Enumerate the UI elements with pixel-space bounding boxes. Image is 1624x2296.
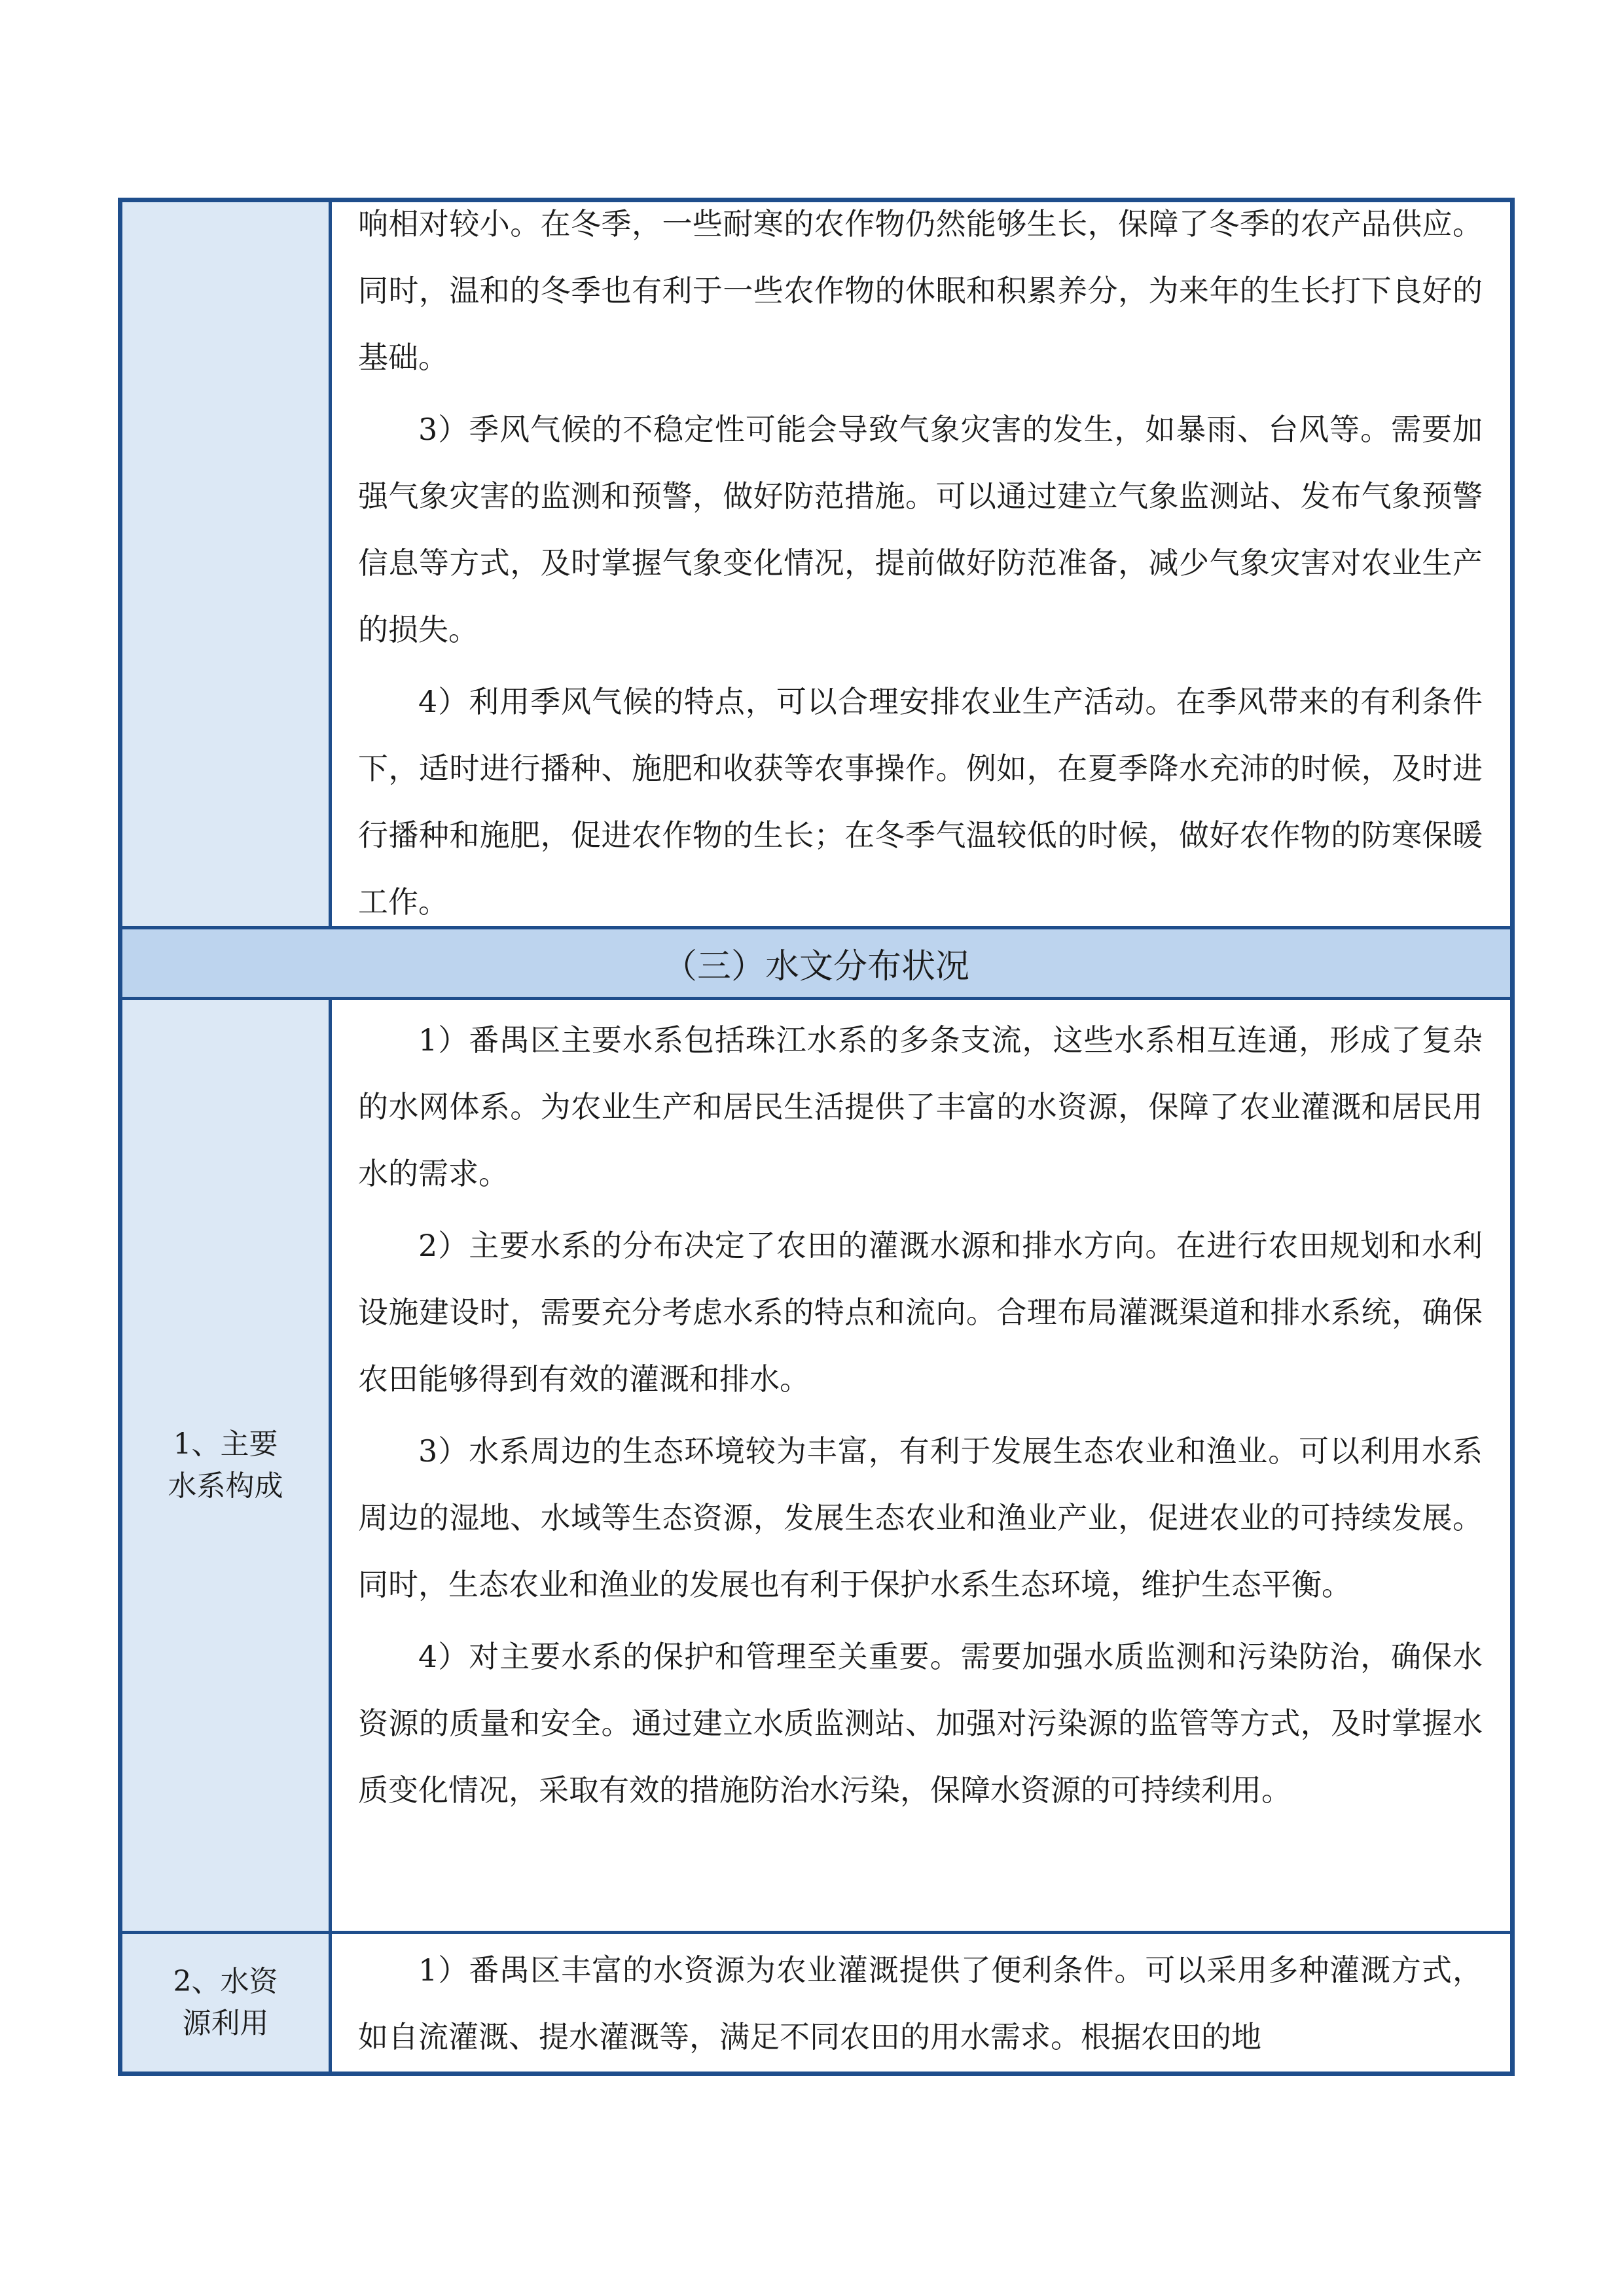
paragraph: 4）利用季风气候的特点，可以合理安排农业生产活动。在季风带来的有利条件下，适时进行播种、施肥和收获等农事操作。例如，在夏季降水充沛的时候，及时进行播种和施肥，促进农作物的生长；在冬季气温较低的时候，做好农作物的防寒保暖工作。 [358, 684, 1483, 920]
row-water-use-label: 2、水资源利用 [173, 1965, 278, 2040]
paragraph: 3）水系周边的生态环境较为丰富，有利于发展生态农业和渔业。可以利用水系周边的湿地、水域等生态资源，发展生态农业和渔业产业，促进农业的可持续发展。同时，生态农业和渔业的发展也有利于保护水系生态环境，维护生态平衡。 [358, 1433, 1483, 1602]
row-continuation-label-cell [122, 202, 332, 926]
paragraph: 响相对较小。在冬季，一些耐寒的农作物仍然能够生长，保障了冬季的农产品供应。同时，温和的冬季也有利于一些农作物的休眠和积累养分，为来年的生长打下良好的基础。 [358, 206, 1483, 375]
row-water-use-content [332, 1934, 1510, 2072]
paragraph: 2）主要水系的分布决定了农田的灌溉水源和排水方向。在进行农田规划和水利设施建设时，需要充分考虑水系的特点和流向。合理布局灌溉渠道和排水系统，确保农田能够得到有效的灌溉和排水。 [358, 1228, 1483, 1397]
row-continuation-content [332, 202, 1510, 926]
section-title: （三）水文分布状况 [662, 947, 969, 986]
row-water-system-label-cell [122, 1000, 332, 1931]
paragraph: 1）番禺区丰富的水资源为农业灌溉提供了便利条件。可以采用多种灌溉方式，如自流灌溉、提水灌溉等，满足不同农田的用水需求。根据农田的地 [358, 1952, 1483, 2054]
row-water-system-label: 1、主要水系构成 [168, 1427, 283, 1503]
row-water-system-content [332, 1000, 1510, 1931]
section-header-row [122, 926, 1510, 1000]
document-table [118, 198, 1515, 2076]
paragraph: 4）对主要水系的保护和管理至关重要。需要加强水质监测和污染防治，确保水资源的质量和安全。通过建立水质监测站、加强对污染源的监管等方式，及时掌握水质变化情况，采取有效的措施防治水污染，保障水资源的可持续利用。 [358, 1639, 1483, 1808]
paragraph: 1）番禺区主要水系包括珠江水系的多条支流，这些水系相互连通，形成了复杂的水网体系。为农业生产和居民生活提供了丰富的水资源，保障了农业灌溉和居民用水的需求。 [358, 1022, 1483, 1191]
row-water-use-label-cell [122, 1934, 332, 2072]
paragraph: 3）季风气候的不稳定性可能会导致气象灾害的发生，如暴雨、台风等。需要加强气象灾害的监测和预警，做好防范措施。可以通过建立气象监测站、发布气象预警信息等方式，及时掌握气象变化情况，提前做好防范准备，减少气象灾害对农业生产的损失。 [358, 412, 1483, 647]
